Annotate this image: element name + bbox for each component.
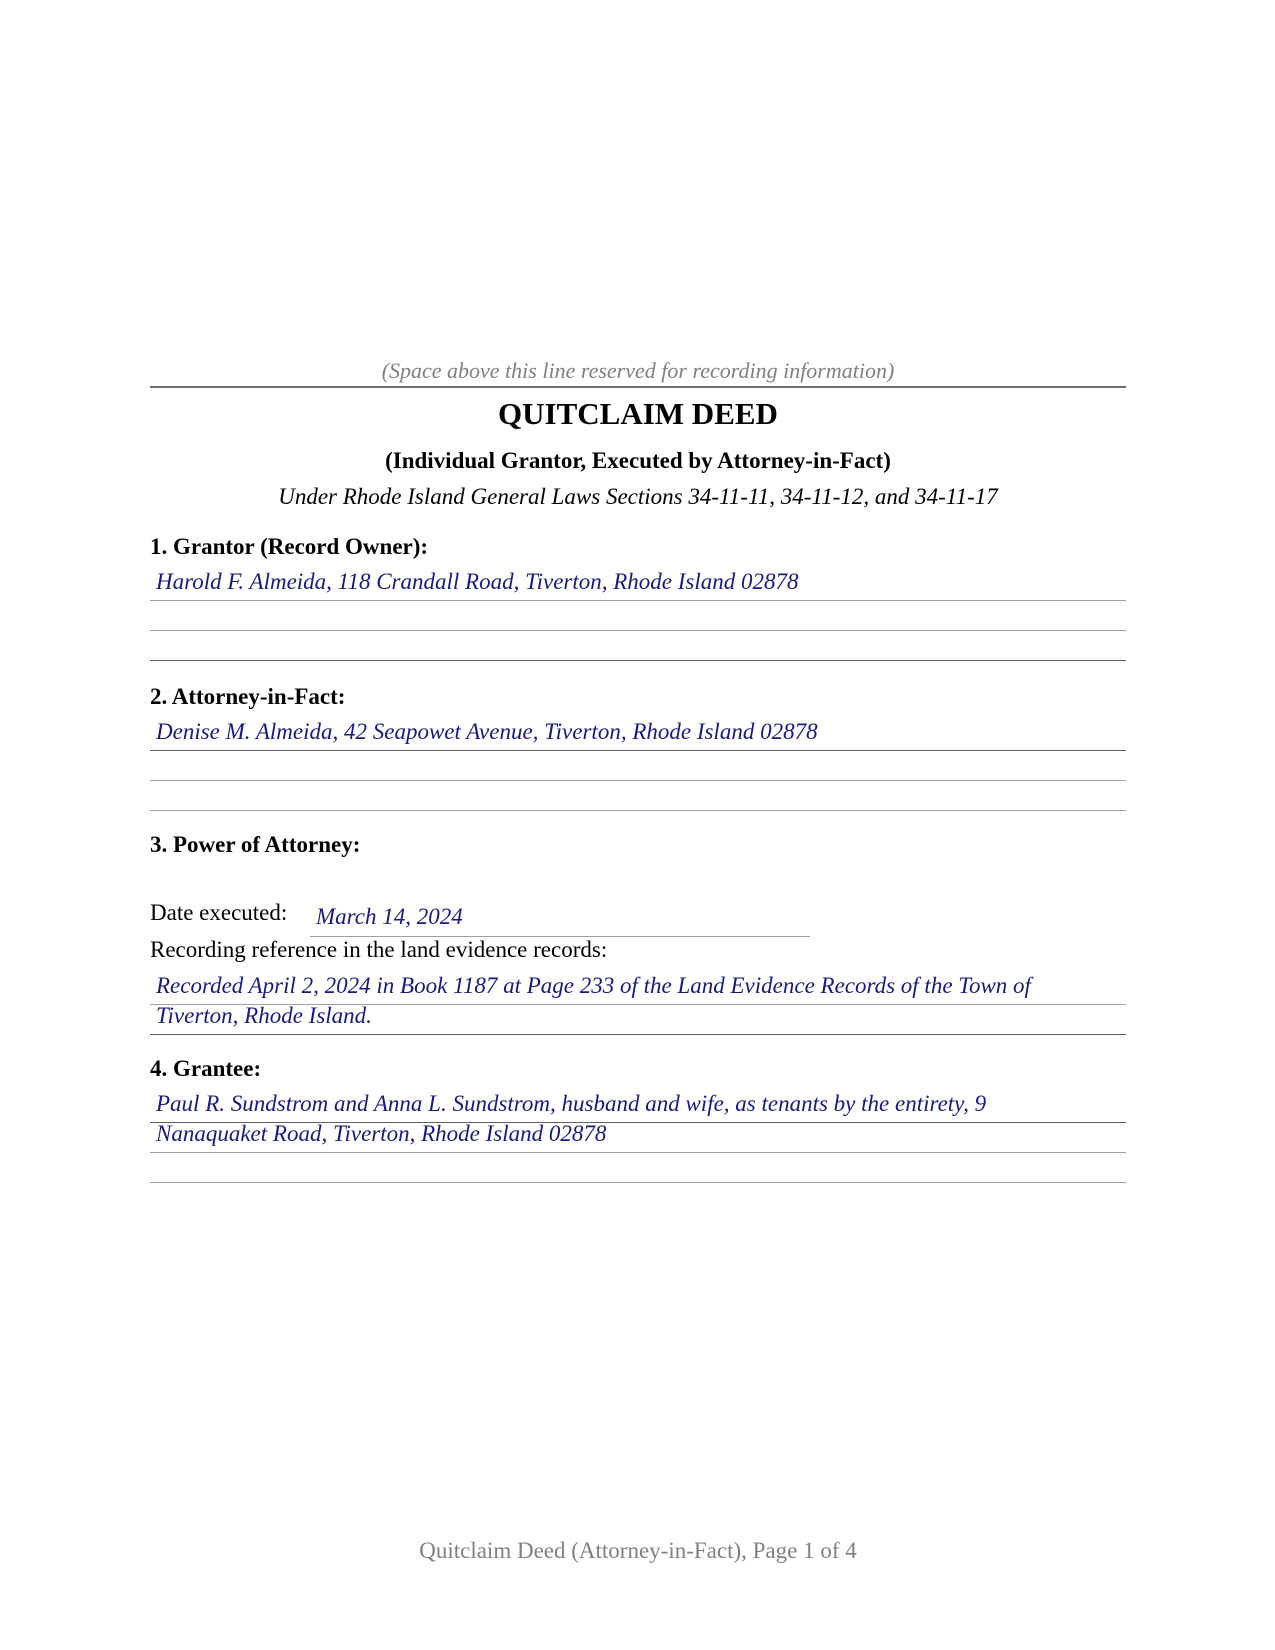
grantee-line-3	[150, 1182, 1126, 1183]
attorney-in-fact-field[interactable]: Denise M. Almeida, 42 Seapowet Avenue, Tiverton, Rhode Island 02878	[156, 719, 818, 744]
date-executed-label: Date executed:	[150, 900, 288, 925]
recording-line-2	[150, 1034, 1126, 1035]
date-executed-field[interactable]: March 14, 2024	[316, 904, 463, 929]
document-subtitle: (Individual Grantor, Executed by Attorney-in-Fact)	[385, 448, 891, 473]
statute-reference: Under Rhode Island General Laws Sections 34-11-11, 34-11-12, and 34-11-17	[278, 484, 998, 509]
attorney-line-3	[150, 810, 1126, 811]
grantor-field[interactable]: Harold F. Almeida, 118 Crandall Road, Tiverton, Rhode Island 02878	[156, 569, 799, 594]
grantor-line-3	[150, 660, 1126, 661]
recording-divider	[150, 386, 1126, 388]
page-footer: Quitclaim Deed (Attorney-in-Fact), Page 1 of 4	[419, 1538, 857, 1563]
grantee-line-2	[150, 1152, 1126, 1153]
recording-reference-label: Recording reference in the land evidence records:	[150, 937, 608, 962]
grantee-heading: 4. Grantee:	[150, 1056, 262, 1081]
document-title: QUITCLAIM DEED	[498, 396, 778, 431]
grantee-field-line-1[interactable]: Paul R. Sundstrom and Anna L. Sundstrom, husband and wife, as tenants by the entirety, 9	[156, 1091, 987, 1116]
power-of-attorney-heading: 3. Power of Attorney:	[150, 832, 361, 857]
recording-space-note: (Space above this line reserved for recording information)	[381, 358, 895, 383]
grantee-field-line-2[interactable]: Nanaquaket Road, Tiverton, Rhode Island 02878	[156, 1121, 607, 1146]
grantor-line-2	[150, 630, 1126, 631]
grantor-heading: 1. Grantor (Record Owner):	[150, 534, 429, 559]
attorney-line-2	[150, 780, 1126, 781]
attorney-line-1	[150, 750, 1126, 751]
recording-reference-field-line-2[interactable]: Tiverton, Rhode Island.	[156, 1003, 372, 1028]
attorney-in-fact-heading: 2. Attorney-in-Fact:	[150, 684, 346, 709]
grantor-line-1	[150, 600, 1126, 601]
recording-reference-field-line-1[interactable]: Recorded April 2, 2024 in Book 1187 at Page 233 of the Land Evidence Records of the Town of	[156, 973, 1031, 998]
deed-page	[150, 0, 1126, 1650]
